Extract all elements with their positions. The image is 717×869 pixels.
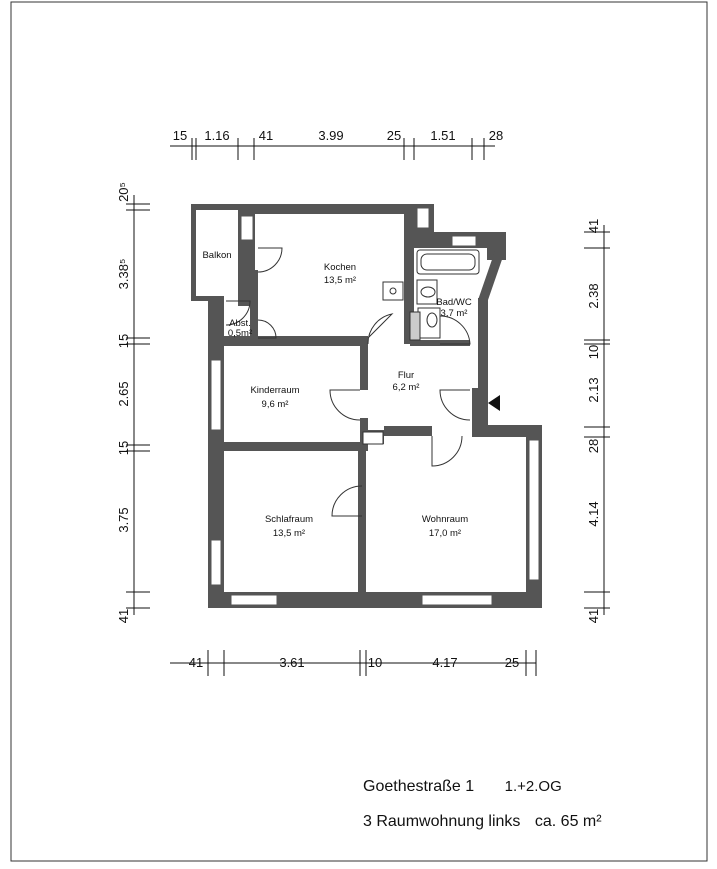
- dim-top-3: 3.99: [318, 128, 344, 143]
- footer-description: 3 Raumwohnung links: [363, 813, 521, 830]
- dim-top-1: 1.16: [204, 128, 230, 143]
- walls: [191, 204, 542, 608]
- dim-top-2: 41: [258, 128, 274, 143]
- room-flur-area: 6,2 m²: [392, 382, 420, 393]
- room-schlafraum-area: 13,5 m²: [272, 528, 306, 539]
- room-bad-area: 3,7 m²: [440, 308, 468, 319]
- dim-top-4: 25: [386, 128, 402, 143]
- page-frame: [11, 2, 707, 861]
- room-abst-name: Abst.: [229, 318, 251, 329]
- dim-right-5: 4.14: [586, 501, 601, 527]
- footer-line-1: [363, 778, 562, 796]
- room-kochen-area: 13,5 m²: [323, 275, 357, 286]
- dim-top-6: 28: [488, 128, 504, 143]
- room-schlafraum-name: Schlafraum: [264, 514, 314, 525]
- dim-top-5: 1.51: [430, 128, 456, 143]
- room-wohnraum-area: 17,0 m²: [428, 528, 462, 539]
- dim-bottom-2: 10: [367, 655, 383, 670]
- room-bad-name: Bad/WC: [436, 297, 472, 308]
- room-abst-area: 0,5m²: [227, 328, 253, 339]
- entrance-arrow-icon: [488, 395, 500, 411]
- footer-size: ca. 65 m²: [534, 813, 602, 830]
- footer-floor: 1.+2.OG: [504, 778, 562, 795]
- dim-bottom-1: 3.61: [279, 655, 305, 670]
- dim-right-6: 41: [586, 608, 601, 624]
- room-balkon-name: Balkon: [202, 250, 232, 261]
- room-kinderraum-area: 9,6 m²: [261, 399, 289, 410]
- dim-left-5: 3.75: [116, 507, 131, 533]
- dim-right-0: 41: [586, 218, 601, 234]
- dim-bottom-3: 4.17: [432, 655, 458, 670]
- footer-address: Goethestraße 1: [363, 778, 475, 795]
- bath-fixtures: [363, 250, 479, 444]
- dim-right-4: 28: [586, 438, 601, 454]
- dim-right-3: 2.13: [586, 377, 601, 403]
- dim-left-2: 15: [116, 333, 131, 349]
- room-kinderraum-name: Kinderraum: [250, 385, 300, 396]
- room-kochen-name: Kochen: [323, 262, 357, 273]
- footer-line-2: [363, 813, 602, 831]
- dim-left-0: 20⁵: [116, 182, 131, 202]
- room-wohnraum-name: Wohnraum: [421, 514, 469, 525]
- room-flur-name: Flur: [397, 370, 415, 381]
- dim-left-1: 3.38⁵: [116, 258, 131, 290]
- dim-right-2: 10: [586, 344, 601, 360]
- dim-left-4: 15: [116, 440, 131, 456]
- dim-left-3: 2.65: [116, 381, 131, 407]
- dim-right-1: 2.38: [586, 283, 601, 309]
- dim-bottom-0: 41: [188, 655, 204, 670]
- dim-bottom-4: 25: [504, 655, 520, 670]
- dim-top-0: 15: [172, 128, 188, 143]
- dim-left-6: 41: [116, 608, 131, 624]
